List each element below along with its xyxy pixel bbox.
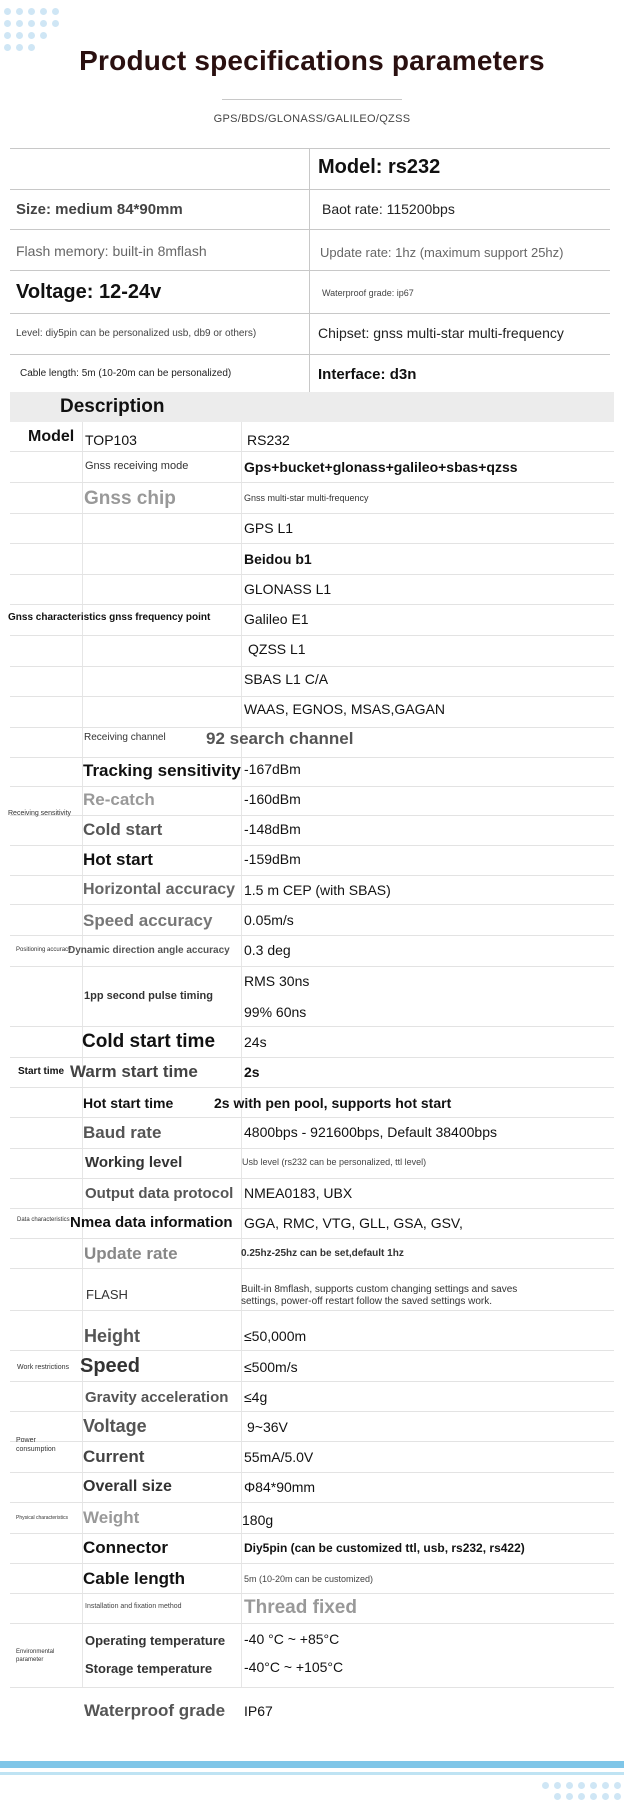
row-value: SBAS L1 C/A [244,671,329,687]
spec-cable: Cable length: 5m (10-20m can be personalized) [20,368,232,379]
row-label: Storage temperature [85,1661,213,1676]
row-label: Dynamic direction angle accuracy [68,945,230,956]
group-start-time: Start time [18,1066,65,1077]
model-top103: TOP103 [85,432,137,448]
row-label: Update rate [84,1244,178,1263]
row-label: Overall size [83,1478,172,1495]
row-label: Height [84,1326,140,1346]
row-value: -159dBm [244,851,301,867]
divider [10,313,610,314]
row-label: Cold start time [82,1031,216,1052]
group-positioning-accuracy: Positioning accuracy [16,947,72,953]
divider [309,148,310,392]
row-value: 1.5 m CEP (with SBAS) [244,882,391,898]
spec-model: Model: rs232 [318,156,441,178]
spec-waterproof: Waterproof grade: ip67 [322,288,414,298]
row-value: 99% 60ns [244,1004,307,1020]
row-label: Output data protocol [85,1185,234,1202]
row-value: ≤4g [244,1389,268,1405]
row-label: Receiving channel [84,732,166,743]
row-label: 1pp second pulse timing [84,990,213,1002]
row-value: Gnss multi-star multi-frequency [244,493,369,503]
row-value: Beidou b1 [244,551,312,567]
row-value: Built-in 8mflash, supports custom changing settings and saves [241,1284,518,1295]
row-value: GPS L1 [244,520,294,536]
divider [10,270,610,271]
row-label: FLASH [86,1287,128,1302]
row-value: 180g [242,1512,274,1528]
group-power-consumption: Power consumption [16,1437,56,1453]
row-value: Thread fixed [244,1597,357,1618]
row-value: -40°C ~ +105°C [244,1659,344,1675]
spec-voltage: Voltage: 12-24v [16,281,162,303]
spec-update: Update rate: 1hz (maximum support 25hz) [320,245,564,260]
group-data-characteristics: Data characteristics [17,1217,70,1223]
row-value: Φ84*90mm [244,1479,316,1495]
row-value: -160dBm [244,791,301,807]
row-value: 24s [244,1034,267,1050]
row-label: Weight [83,1508,140,1527]
row-value: 55mA/5.0V [244,1449,314,1465]
row-label: Installation and fixation method [85,1603,182,1610]
row-label: Gnss receiving mode [85,460,189,472]
row-value: 0.3 deg [244,942,291,958]
bottom-accent-line [0,1772,624,1775]
row-label: Current [83,1447,145,1466]
row-value: 4800bps - 921600bps, Default 38400bps [244,1124,497,1140]
group-gnss-characteristics: Gnss characteristics gnss frequency point [8,612,211,623]
spec-flash: Flash memory: built-in 8mflash [16,243,207,259]
row-value: QZSS L1 [248,641,306,657]
row-value: 2s with pen pool, supports hot start [214,1095,452,1111]
row-label: Operating temperature [85,1633,226,1648]
row-value: -40 °C ~ +85°C [244,1631,340,1647]
row-label: Gravity acceleration [85,1389,229,1406]
group-environmental-parameter: Environmental parameter [16,1649,55,1663]
row-value: GGA, RMC, VTG, GLL, GSA, GSV, [244,1215,463,1231]
row-label: Gnss chip [84,488,176,509]
row-value: Usb level (rs232 can be personalized, ttl level) [242,1157,427,1167]
row-label: Voltage [83,1416,147,1436]
page-subtitle: GPS/BDS/GLONASS/GALILEO/QZSS [213,113,411,125]
row-label: Cold start [83,820,163,839]
row-value: WAAS, EGNOS, MSAS,GAGAN [244,701,445,717]
row-value: 9~36V [247,1419,288,1435]
description-heading: Description [60,396,165,417]
spec-size: Size: medium 84*90mm [16,201,183,218]
row-label: Hot start [83,850,153,869]
row-label: Tracking sensitivity [83,761,241,780]
row-label: Cable length [83,1569,186,1588]
row-value: Galileo E1 [244,611,309,627]
spec-level: Level: diy5pin can be personalized usb, db9 or others) [16,328,257,339]
row-label: Speed [80,1355,141,1377]
group-work-restrictions: Work restrictions [17,1364,69,1371]
row-value: 2s [244,1064,260,1080]
row-value: IP67 [244,1703,273,1719]
divider [10,189,610,190]
row-label: Working level [85,1154,183,1171]
column-divider [241,422,242,1687]
row-value: NMEA0183, UBX [244,1185,353,1201]
row-value: ≤500m/s [244,1359,298,1375]
page-title: Product specifications parameters [79,45,545,76]
model-rs232: RS232 [247,432,290,448]
row-value: GLONASS L1 [244,581,332,597]
group-receiving-sensitivity: Receiving sensitivity [8,810,72,817]
bottom-accent-bar [0,1761,624,1768]
row-value: Diy5pin (can be customized ttl, usb, rs232, rs422) [244,1541,525,1555]
row-value: 5m (10-20m can be customized) [244,1574,374,1584]
row-label: Nmea data information [70,1214,233,1231]
row-value: Gps+bucket+glonass+galileo+sbas+qzss [244,459,518,475]
group-model: Model [28,428,75,445]
spec-chipset: Chipset: gnss multi-star multi-frequency [318,325,564,341]
row-label: Waterproof grade [84,1701,226,1720]
spec-interface: Interface: d3n [318,366,417,383]
divider [10,148,610,149]
divider [10,354,610,355]
row-value: settings, power-off restart follow the saved settings work. [241,1296,493,1307]
title-divider [222,99,402,100]
decorative-dots-bottom [540,1780,624,1801]
row-label: Speed accuracy [83,911,213,930]
row-label: Connector [83,1538,168,1557]
row-value: -167dBm [244,761,301,777]
row-label: Warm start time [70,1062,198,1081]
spec-baud: Baot rate: 115200bps [322,201,455,217]
row-value: RMS 30ns [244,973,310,989]
row-label: Hot start time [83,1095,174,1111]
row-value: 92 search channel [206,729,354,748]
row-label: Re-catch [83,790,155,809]
row-label: Horizontal accuracy [83,881,236,898]
row-value: 0.05m/s [244,912,294,928]
divider [10,229,610,230]
row-value: -148dBm [244,821,301,837]
row-label: Baud rate [83,1123,162,1142]
row-value: 0.25hz-25hz can be set,default 1hz [241,1248,404,1259]
row-value: ≤50,000m [244,1328,307,1344]
group-physical-characteristics: Physical characteristics [16,1515,68,1521]
